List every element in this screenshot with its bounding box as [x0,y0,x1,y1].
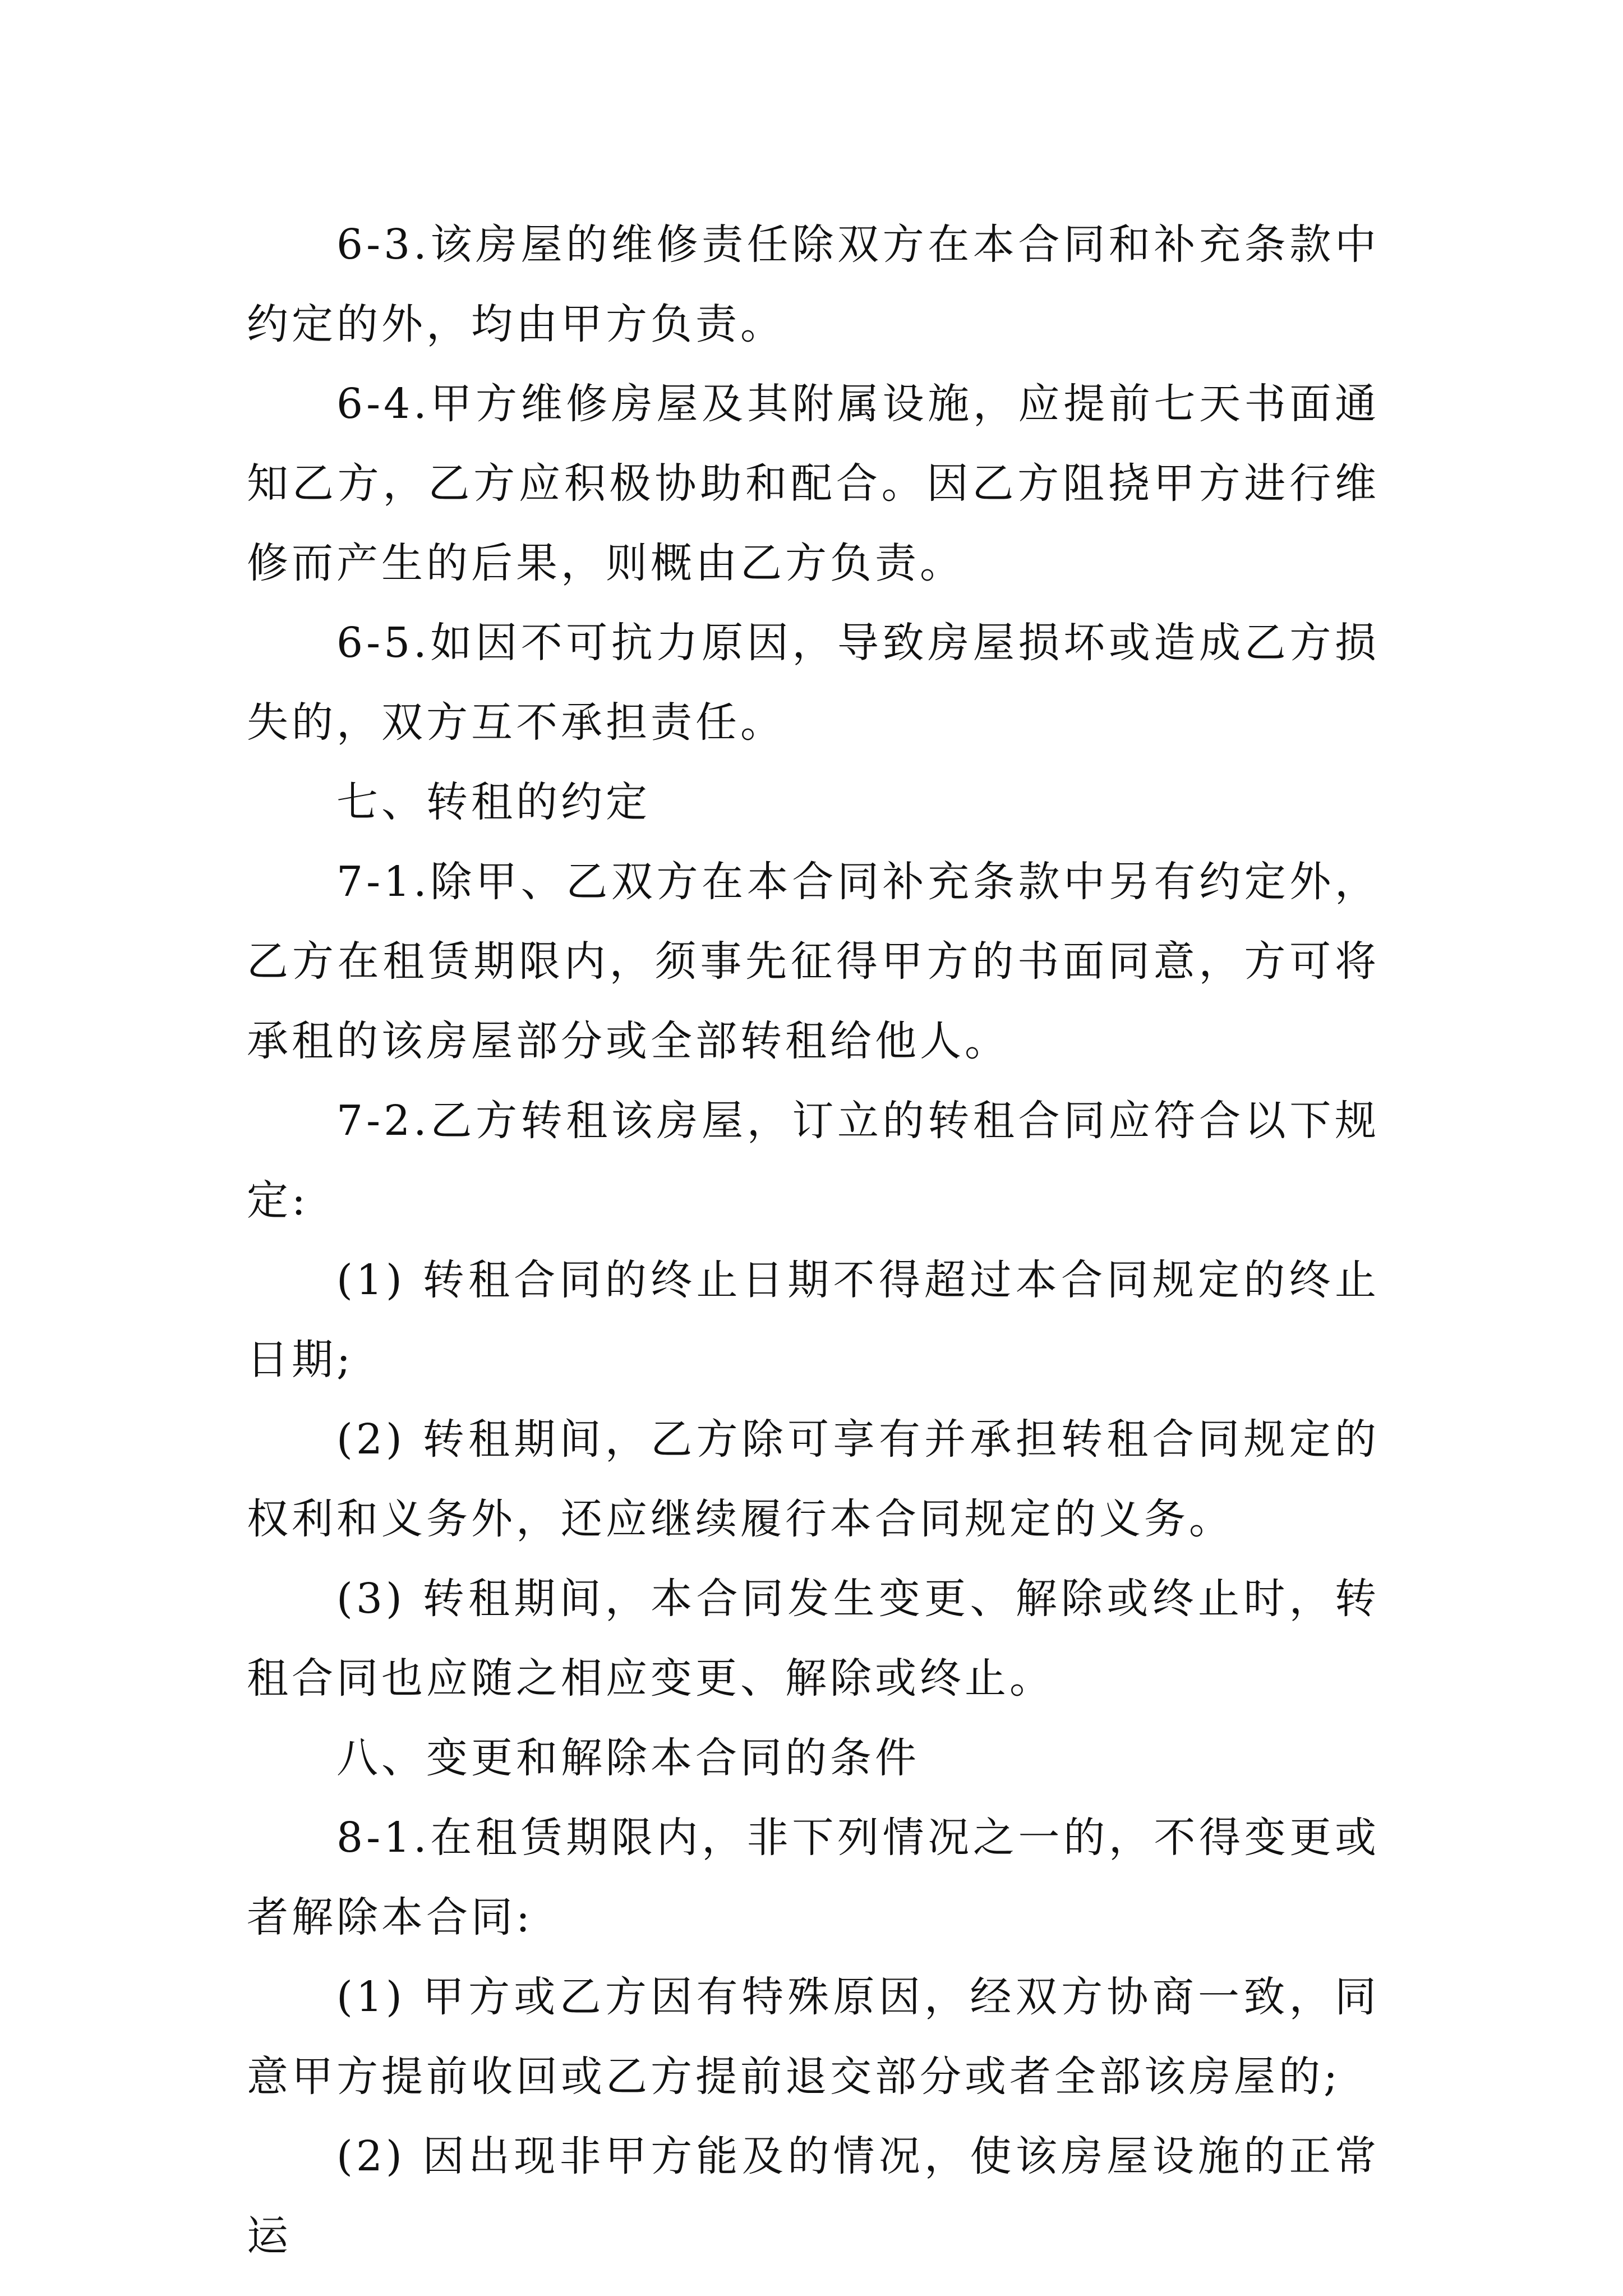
clause-7-2-item-2: (2) 转租期间，乙方除可享有并承担转租合同规定的权利和义务外，还应继续履行本合同规定的义务。 [247,1415,1380,1543]
clause-6-3-paragraph: 6-3.该房屋的维修责任除双方在本合同和补充条款中约定的外，均由甲方负责。 [247,220,1380,348]
clause-8-1-item-2: (2) 因出现非甲方能及的情况，使该房屋设施的正常运 [247,2132,1380,2260]
section-8-heading: 八、变更和解除本合同的条件 [336,1734,920,1782]
clause-8-1-paragraph: 8-1.在租赁期限内，非下列情况之一的，不得变更或者解除本合同: [247,1814,1380,1941]
contract-body-text [247,205,1380,2276]
section-7-heading: 七、转租的约定 [336,778,651,826]
clause-7-2-item-3: (3) 转租期间，本合同发生变更、解除或终止时，转租合同也应随之相应变更、解除或终止。 [247,1575,1380,1703]
clause-6-5-paragraph: 6-5.如因不可抗力原因，导致房屋损坏或造成乙方损失的，双方互不承担责任。 [247,619,1380,747]
clause-7-2-paragraph: 7-2.乙方转租该房屋，订立的转租合同应符合以下规定: [247,1097,1380,1225]
clause-7-2-item-1: (1) 转租合同的终止日期不得超过本合同规定的终止日期; [247,1256,1380,1384]
clause-6-4-paragraph: 6-4.甲方维修房屋及其附属设施，应提前七天书面通知乙方，乙方应积极协助和配合。因乙方阻挠甲方进行维修而产生的后果，则概由乙方负责。 [247,380,1380,587]
clause-8-1-item-1: (1) 甲方或乙方因有特殊原因，经双方协商一致，同意甲方提前收回或乙方提前退交部分或者全部该房屋的; [247,1973,1380,2101]
clause-7-1-paragraph: 7-1.除甲、乙双方在本合同补充条款中另有约定外，乙方在租赁期限内，须事先征得甲方的书面同意，方可将承租的该房屋部分或全部转租给他人。 [247,858,1380,1065]
